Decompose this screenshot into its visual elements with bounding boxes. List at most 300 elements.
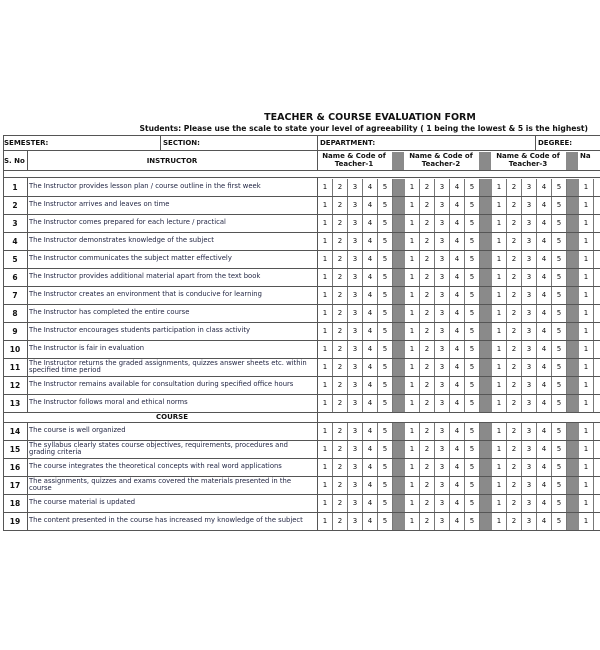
rating-option[interactable]: 3 <box>435 359 450 376</box>
rating-option[interactable]: 4 <box>363 269 378 286</box>
rating-option[interactable]: 1 <box>405 423 420 440</box>
rating-option[interactable]: 3 <box>435 215 450 232</box>
rating-option[interactable]: 3 <box>522 305 537 322</box>
rating-option[interactable]: 2 <box>507 341 522 358</box>
rating-option[interactable]: 4 <box>450 269 465 286</box>
rating-option[interactable]: 4 <box>363 377 378 394</box>
rating-option[interactable]: 2 <box>420 269 435 286</box>
rating-option[interactable]: 3 <box>435 197 450 214</box>
rating-option[interactable]: 4 <box>450 423 465 440</box>
rating-option[interactable]: 1 <box>579 197 594 214</box>
rating-option[interactable]: 4 <box>537 287 552 304</box>
rating-option[interactable]: 5 <box>552 197 567 214</box>
rating-option[interactable]: 3 <box>522 215 537 232</box>
rating-option[interactable]: 4 <box>537 477 552 494</box>
rating-option[interactable]: 2 <box>507 179 522 196</box>
rating-option[interactable]: 4 <box>537 423 552 440</box>
rating-option[interactable]: 4 <box>450 359 465 376</box>
rating-option[interactable]: 3 <box>522 197 537 214</box>
rating-option[interactable]: 2 <box>420 233 435 250</box>
rating-option[interactable]: 1 <box>492 287 507 304</box>
rating-option[interactable]: 4 <box>450 287 465 304</box>
rating-option[interactable]: 4 <box>450 477 465 494</box>
rating-option[interactable]: 1 <box>579 495 594 512</box>
rating-option[interactable]: 1 <box>318 179 333 196</box>
rating-option[interactable]: 3 <box>522 513 537 530</box>
rating-option[interactable]: 3 <box>522 179 537 196</box>
rating-option[interactable]: 2 <box>333 395 348 412</box>
rating-option[interactable]: 3 <box>435 495 450 512</box>
rating-option[interactable]: 4 <box>537 215 552 232</box>
rating-option[interactable]: 2 <box>333 423 348 440</box>
rating-option[interactable]: 1 <box>492 197 507 214</box>
rating-option[interactable]: 4 <box>537 359 552 376</box>
rating-option[interactable]: 5 <box>378 423 393 440</box>
rating-option[interactable]: 5 <box>465 305 480 322</box>
rating-option[interactable]: 5 <box>552 395 567 412</box>
rating-option[interactable]: 5 <box>465 359 480 376</box>
rating-option[interactable]: 5 <box>552 377 567 394</box>
rating-option[interactable]: 4 <box>363 395 378 412</box>
rating-option[interactable]: 3 <box>435 341 450 358</box>
rating-option[interactable]: 2 <box>420 197 435 214</box>
rating-option[interactable]: 1 <box>492 495 507 512</box>
rating-option[interactable]: 1 <box>492 341 507 358</box>
rating-option[interactable]: 4 <box>450 305 465 322</box>
rating-option[interactable]: 5 <box>552 495 567 512</box>
rating-option[interactable]: 2 <box>420 377 435 394</box>
rating-option[interactable]: 1 <box>318 359 333 376</box>
rating-option[interactable]: 2 <box>507 359 522 376</box>
rating-option[interactable]: 1 <box>492 323 507 340</box>
rating-option[interactable]: 1 <box>405 513 420 530</box>
rating-option[interactable]: 2 <box>420 215 435 232</box>
rating-option[interactable]: 2 <box>507 287 522 304</box>
rating-option[interactable]: 5 <box>378 305 393 322</box>
rating-option[interactable]: 5 <box>378 377 393 394</box>
rating-option[interactable]: 1 <box>405 269 420 286</box>
rating-option[interactable]: 1 <box>405 305 420 322</box>
rating-option[interactable]: 2 <box>507 305 522 322</box>
rating-option[interactable]: 1 <box>492 459 507 476</box>
rating-option[interactable]: 1 <box>492 377 507 394</box>
rating-option[interactable]: 3 <box>522 423 537 440</box>
rating-option[interactable]: 2 <box>333 341 348 358</box>
rating-option[interactable]: 4 <box>450 251 465 268</box>
rating-option[interactable]: 1 <box>318 215 333 232</box>
rating-option[interactable]: 4 <box>363 197 378 214</box>
rating-option[interactable]: 5 <box>465 377 480 394</box>
rating-option[interactable]: 4 <box>450 323 465 340</box>
rating-option[interactable]: 2 <box>420 341 435 358</box>
rating-option[interactable]: 5 <box>378 341 393 358</box>
rating-option[interactable]: 5 <box>465 197 480 214</box>
rating-option[interactable]: 2 <box>507 233 522 250</box>
rating-option[interactable]: 5 <box>552 287 567 304</box>
rating-option[interactable]: 1 <box>405 495 420 512</box>
rating-option[interactable]: 2 <box>507 323 522 340</box>
rating-option[interactable]: 3 <box>348 513 363 530</box>
rating-option[interactable]: 1 <box>492 215 507 232</box>
rating-option[interactable]: 2 <box>333 377 348 394</box>
rating-option[interactable]: 3 <box>435 179 450 196</box>
rating-option[interactable]: 3 <box>348 459 363 476</box>
rating-option[interactable]: 1 <box>492 251 507 268</box>
rating-option[interactable]: 2 <box>333 269 348 286</box>
rating-option[interactable]: 5 <box>378 251 393 268</box>
rating-option[interactable]: 2 <box>507 495 522 512</box>
rating-option[interactable]: 1 <box>318 287 333 304</box>
rating-option[interactable]: 2 <box>420 251 435 268</box>
rating-option[interactable]: 1 <box>318 423 333 440</box>
rating-option[interactable]: 5 <box>465 215 480 232</box>
rating-option[interactable]: 3 <box>522 233 537 250</box>
rating-option[interactable]: 5 <box>552 459 567 476</box>
rating-option[interactable]: 3 <box>348 341 363 358</box>
rating-option[interactable]: 3 <box>348 179 363 196</box>
rating-option[interactable]: 2 <box>507 197 522 214</box>
rating-option[interactable]: 2 <box>420 477 435 494</box>
rating-option[interactable]: 1 <box>492 441 507 458</box>
rating-option[interactable]: 5 <box>465 395 480 412</box>
rating-option[interactable]: 3 <box>522 477 537 494</box>
rating-option[interactable]: 2 <box>420 323 435 340</box>
rating-option[interactable]: 1 <box>579 513 594 530</box>
rating-option[interactable]: 1 <box>579 251 594 268</box>
rating-option[interactable]: 2 <box>507 513 522 530</box>
rating-option[interactable]: 4 <box>537 251 552 268</box>
rating-option[interactable]: 5 <box>552 513 567 530</box>
rating-option[interactable]: 4 <box>537 459 552 476</box>
rating-option[interactable]: 2 <box>507 423 522 440</box>
rating-option[interactable]: 5 <box>378 441 393 458</box>
rating-option[interactable]: 2 <box>333 513 348 530</box>
rating-option[interactable]: 4 <box>537 305 552 322</box>
rating-option[interactable]: 1 <box>318 233 333 250</box>
rating-option[interactable]: 4 <box>363 287 378 304</box>
rating-option[interactable]: 5 <box>552 179 567 196</box>
rating-option[interactable]: 3 <box>348 395 363 412</box>
rating-option[interactable]: 3 <box>522 341 537 358</box>
rating-option[interactable]: 2 <box>333 233 348 250</box>
rating-option[interactable]: 4 <box>537 513 552 530</box>
rating-option[interactable]: 1 <box>318 395 333 412</box>
rating-option[interactable]: 2 <box>420 287 435 304</box>
rating-option[interactable]: 1 <box>318 323 333 340</box>
rating-option[interactable]: 3 <box>522 459 537 476</box>
rating-option[interactable]: 1 <box>405 359 420 376</box>
rating-option[interactable]: 4 <box>363 495 378 512</box>
rating-option[interactable]: 5 <box>465 179 480 196</box>
rating-option[interactable]: 5 <box>378 359 393 376</box>
rating-option[interactable]: 5 <box>552 233 567 250</box>
rating-option[interactable]: 3 <box>348 269 363 286</box>
rating-option[interactable]: 1 <box>405 459 420 476</box>
rating-option[interactable]: 1 <box>579 179 594 196</box>
rating-option[interactable]: 3 <box>348 323 363 340</box>
rating-option[interactable]: 4 <box>363 305 378 322</box>
rating-option[interactable]: 1 <box>492 477 507 494</box>
rating-option[interactable]: 5 <box>552 423 567 440</box>
rating-option[interactable]: 4 <box>537 377 552 394</box>
rating-option[interactable]: 4 <box>537 233 552 250</box>
rating-option[interactable]: 3 <box>522 323 537 340</box>
rating-option[interactable]: 4 <box>537 269 552 286</box>
rating-option[interactable]: 5 <box>465 287 480 304</box>
rating-option[interactable]: 4 <box>537 441 552 458</box>
rating-option[interactable]: 1 <box>318 459 333 476</box>
rating-option[interactable]: 5 <box>552 359 567 376</box>
rating-option[interactable]: 2 <box>333 495 348 512</box>
rating-option[interactable]: 5 <box>378 459 393 476</box>
rating-option[interactable]: 2 <box>420 395 435 412</box>
rating-option[interactable]: 1 <box>405 287 420 304</box>
rating-option[interactable]: 5 <box>378 477 393 494</box>
rating-option[interactable]: 5 <box>465 441 480 458</box>
rating-option[interactable]: 1 <box>318 305 333 322</box>
rating-option[interactable]: 5 <box>465 233 480 250</box>
rating-option[interactable]: 1 <box>579 287 594 304</box>
rating-option[interactable]: 2 <box>333 323 348 340</box>
rating-option[interactable]: 3 <box>348 359 363 376</box>
rating-option[interactable]: 4 <box>363 341 378 358</box>
section-field[interactable]: SECTION: <box>163 139 200 147</box>
rating-option[interactable]: 1 <box>405 341 420 358</box>
rating-option[interactable]: 1 <box>405 441 420 458</box>
rating-option[interactable]: 4 <box>363 459 378 476</box>
rating-option[interactable]: 4 <box>450 215 465 232</box>
rating-option[interactable]: 4 <box>363 251 378 268</box>
rating-option[interactable]: 3 <box>348 233 363 250</box>
rating-option[interactable]: 3 <box>348 287 363 304</box>
rating-option[interactable]: 3 <box>348 441 363 458</box>
rating-option[interactable]: 2 <box>507 459 522 476</box>
rating-option[interactable]: 1 <box>405 251 420 268</box>
rating-option[interactable]: 5 <box>552 215 567 232</box>
rating-option[interactable]: 2 <box>507 441 522 458</box>
rating-option[interactable]: 1 <box>318 495 333 512</box>
rating-option[interactable]: 3 <box>348 197 363 214</box>
rating-option[interactable]: 3 <box>435 377 450 394</box>
semester-field[interactable]: SEMESTER: <box>4 139 49 147</box>
rating-option[interactable]: 3 <box>435 423 450 440</box>
rating-option[interactable]: 1 <box>405 179 420 196</box>
rating-option[interactable]: 1 <box>318 251 333 268</box>
rating-option[interactable]: 1 <box>579 423 594 440</box>
rating-option[interactable]: 5 <box>552 269 567 286</box>
rating-option[interactable]: 1 <box>405 323 420 340</box>
rating-option[interactable]: 1 <box>579 459 594 476</box>
rating-option[interactable]: 3 <box>348 305 363 322</box>
rating-option[interactable]: 5 <box>552 251 567 268</box>
rating-option[interactable]: 4 <box>363 233 378 250</box>
rating-option[interactable]: 5 <box>465 423 480 440</box>
rating-option[interactable]: 1 <box>405 477 420 494</box>
rating-option[interactable]: 2 <box>420 359 435 376</box>
rating-option[interactable]: 1 <box>318 269 333 286</box>
rating-option[interactable]: 3 <box>522 359 537 376</box>
rating-option[interactable]: 5 <box>378 179 393 196</box>
rating-option[interactable]: 4 <box>450 197 465 214</box>
rating-option[interactable]: 1 <box>579 441 594 458</box>
rating-option[interactable]: 1 <box>318 441 333 458</box>
rating-option[interactable]: 3 <box>435 395 450 412</box>
rating-option[interactable]: 5 <box>378 287 393 304</box>
rating-option[interactable]: 1 <box>579 305 594 322</box>
rating-option[interactable]: 2 <box>507 215 522 232</box>
rating-option[interactable]: 3 <box>435 305 450 322</box>
rating-option[interactable]: 3 <box>435 513 450 530</box>
rating-option[interactable]: 1 <box>579 269 594 286</box>
rating-option[interactable]: 4 <box>363 179 378 196</box>
rating-option[interactable]: 3 <box>522 287 537 304</box>
rating-option[interactable]: 3 <box>435 287 450 304</box>
rating-option[interactable]: 2 <box>507 395 522 412</box>
rating-option[interactable]: 4 <box>363 359 378 376</box>
rating-option[interactable]: 3 <box>348 477 363 494</box>
rating-option[interactable]: 5 <box>378 269 393 286</box>
rating-option[interactable]: 4 <box>450 233 465 250</box>
rating-option[interactable]: 4 <box>450 179 465 196</box>
rating-option[interactable]: 2 <box>333 477 348 494</box>
rating-option[interactable]: 2 <box>507 377 522 394</box>
rating-option[interactable]: 1 <box>579 477 594 494</box>
rating-option[interactable]: 4 <box>450 441 465 458</box>
rating-option[interactable]: 1 <box>405 377 420 394</box>
rating-option[interactable]: 1 <box>492 179 507 196</box>
rating-option[interactable]: 3 <box>435 477 450 494</box>
rating-option[interactable]: 1 <box>579 377 594 394</box>
rating-option[interactable]: 1 <box>492 513 507 530</box>
rating-option[interactable]: 3 <box>435 459 450 476</box>
rating-option[interactable]: 5 <box>552 305 567 322</box>
rating-option[interactable]: 1 <box>318 197 333 214</box>
rating-option[interactable]: 3 <box>522 377 537 394</box>
rating-option[interactable]: 5 <box>465 477 480 494</box>
rating-option[interactable]: 2 <box>420 459 435 476</box>
rating-option[interactable]: 2 <box>333 179 348 196</box>
rating-option[interactable]: 5 <box>378 323 393 340</box>
degree-field[interactable]: DEGREE: <box>538 139 573 147</box>
rating-option[interactable]: 5 <box>465 269 480 286</box>
rating-option[interactable]: 1 <box>492 359 507 376</box>
rating-option[interactable]: 1 <box>405 197 420 214</box>
rating-option[interactable]: 1 <box>579 341 594 358</box>
rating-option[interactable]: 3 <box>435 251 450 268</box>
rating-option[interactable]: 4 <box>537 495 552 512</box>
rating-option[interactable]: 1 <box>492 395 507 412</box>
rating-option[interactable]: 5 <box>465 251 480 268</box>
rating-option[interactable]: 2 <box>333 441 348 458</box>
rating-option[interactable]: 5 <box>378 513 393 530</box>
rating-option[interactable]: 5 <box>552 441 567 458</box>
rating-option[interactable]: 3 <box>522 495 537 512</box>
rating-option[interactable]: 1 <box>318 377 333 394</box>
rating-option[interactable]: 1 <box>405 233 420 250</box>
rating-option[interactable]: 2 <box>420 423 435 440</box>
department-field[interactable]: DEPARTMENT: <box>320 139 376 147</box>
rating-option[interactable]: 1 <box>405 395 420 412</box>
rating-option[interactable]: 3 <box>348 251 363 268</box>
rating-option[interactable]: 5 <box>378 233 393 250</box>
rating-option[interactable]: 5 <box>378 395 393 412</box>
rating-option[interactable]: 3 <box>435 441 450 458</box>
rating-option[interactable]: 2 <box>333 287 348 304</box>
rating-option[interactable]: 4 <box>363 215 378 232</box>
rating-option[interactable]: 2 <box>333 305 348 322</box>
rating-option[interactable]: 4 <box>363 423 378 440</box>
rating-option[interactable]: 3 <box>348 495 363 512</box>
rating-option[interactable]: 3 <box>435 323 450 340</box>
rating-option[interactable]: 2 <box>507 477 522 494</box>
rating-option[interactable]: 1 <box>492 423 507 440</box>
rating-option[interactable]: 4 <box>450 459 465 476</box>
rating-option[interactable]: 3 <box>435 269 450 286</box>
rating-option[interactable]: 2 <box>420 441 435 458</box>
rating-option[interactable]: 4 <box>537 341 552 358</box>
rating-option[interactable]: 4 <box>537 395 552 412</box>
rating-option[interactable]: 1 <box>318 513 333 530</box>
rating-option[interactable]: 5 <box>378 197 393 214</box>
rating-option[interactable]: 2 <box>420 305 435 322</box>
rating-option[interactable]: 1 <box>318 341 333 358</box>
rating-option[interactable]: 5 <box>552 323 567 340</box>
rating-option[interactable]: 2 <box>507 269 522 286</box>
rating-option[interactable]: 5 <box>465 513 480 530</box>
rating-option[interactable]: 1 <box>492 305 507 322</box>
rating-option[interactable]: 1 <box>579 395 594 412</box>
rating-option[interactable]: 2 <box>333 197 348 214</box>
rating-option[interactable]: 3 <box>348 215 363 232</box>
rating-option[interactable]: 4 <box>363 441 378 458</box>
rating-option[interactable]: 2 <box>420 495 435 512</box>
rating-option[interactable]: 1 <box>492 269 507 286</box>
rating-option[interactable]: 4 <box>363 513 378 530</box>
rating-option[interactable]: 5 <box>465 459 480 476</box>
rating-option[interactable]: 4 <box>450 495 465 512</box>
rating-option[interactable]: 1 <box>492 233 507 250</box>
rating-option[interactable]: 5 <box>465 495 480 512</box>
rating-option[interactable]: 5 <box>378 495 393 512</box>
rating-option[interactable]: 1 <box>579 359 594 376</box>
rating-option[interactable]: 3 <box>348 423 363 440</box>
rating-option[interactable]: 4 <box>363 477 378 494</box>
rating-option[interactable]: 4 <box>450 377 465 394</box>
rating-option[interactable]: 4 <box>537 323 552 340</box>
rating-option[interactable]: 4 <box>450 513 465 530</box>
rating-option[interactable]: 4 <box>537 197 552 214</box>
rating-option[interactable]: 4 <box>537 179 552 196</box>
rating-option[interactable]: 4 <box>363 323 378 340</box>
rating-option[interactable]: 3 <box>522 269 537 286</box>
rating-option[interactable]: 2 <box>333 459 348 476</box>
rating-option[interactable]: 2 <box>333 359 348 376</box>
rating-option[interactable]: 5 <box>378 215 393 232</box>
rating-option[interactable]: 5 <box>465 323 480 340</box>
rating-option[interactable]: 2 <box>333 215 348 232</box>
rating-option[interactable]: 1 <box>318 477 333 494</box>
rating-option[interactable]: 2 <box>420 513 435 530</box>
rating-option[interactable]: 3 <box>522 395 537 412</box>
rating-option[interactable]: 3 <box>348 377 363 394</box>
rating-option[interactable]: 1 <box>579 233 594 250</box>
rating-option[interactable]: 5 <box>465 341 480 358</box>
rating-option[interactable]: 4 <box>450 341 465 358</box>
rating-option[interactable]: 2 <box>420 179 435 196</box>
rating-option[interactable]: 1 <box>579 215 594 232</box>
rating-option[interactable]: 2 <box>333 251 348 268</box>
rating-option[interactable]: 3 <box>522 441 537 458</box>
